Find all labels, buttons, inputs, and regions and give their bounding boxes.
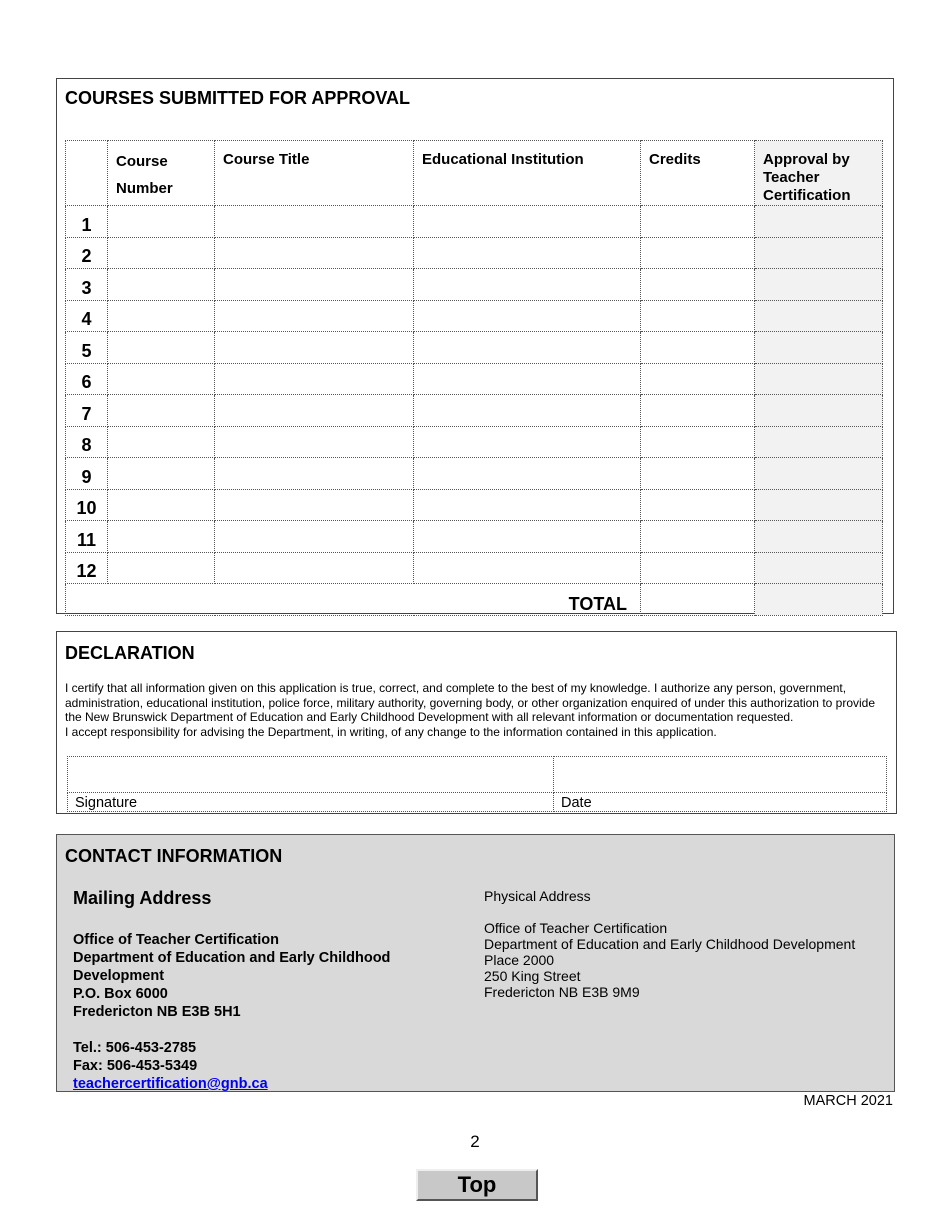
credits-cell[interactable] [641, 269, 755, 301]
total-approval-cell [755, 584, 883, 616]
credits-cell[interactable] [641, 300, 755, 332]
table-row [66, 552, 883, 584]
course-number-cell[interactable] [108, 552, 215, 584]
table-row [66, 300, 883, 332]
mailing-address-heading: Mailing Address [73, 888, 212, 908]
signature-field[interactable] [67, 756, 554, 793]
header-approval: Approval by Teacher Certification [755, 141, 883, 206]
approval-cell [755, 300, 883, 332]
row-number: 12 [66, 552, 108, 584]
course-number-cell[interactable] [108, 521, 215, 553]
course-title-cell[interactable] [215, 237, 414, 269]
institution-cell[interactable] [414, 489, 641, 521]
course-title-cell[interactable] [215, 552, 414, 584]
row-number: 11 [66, 521, 108, 553]
header-course-number-line2: Number [116, 180, 173, 197]
course-number-cell[interactable] [108, 395, 215, 427]
institution-cell[interactable] [414, 206, 641, 238]
row-number: 9 [66, 458, 108, 490]
institution-cell[interactable] [414, 237, 641, 269]
row-number: 2 [66, 237, 108, 269]
row-number: 8 [66, 426, 108, 458]
telephone: Tel.: 506-453-2785 [73, 1040, 197, 1056]
course-number-cell[interactable] [108, 237, 215, 269]
course-number-cell[interactable] [108, 489, 215, 521]
mailing-city: Fredericton NB E3B 5H1 [73, 1004, 241, 1020]
approval-cell [755, 237, 883, 269]
physical-office: Office of Teacher Certification [484, 920, 668, 936]
course-number-cell[interactable] [108, 332, 215, 364]
credits-cell[interactable] [641, 237, 755, 269]
approval-cell [755, 426, 883, 458]
mailing-office: Office of Teacher Certification [73, 932, 279, 948]
courses-title: COURSES SUBMITTED FOR APPROVAL [65, 88, 411, 108]
contact-section [56, 834, 895, 1092]
course-title-cell[interactable] [215, 363, 414, 395]
mailing-address [73, 931, 453, 1093]
credits-cell[interactable] [641, 489, 755, 521]
institution-cell[interactable] [414, 363, 641, 395]
course-number-cell[interactable] [108, 458, 215, 490]
credits-cell[interactable] [641, 458, 755, 490]
physical-department: Department of Education and Early Childhood Development [484, 936, 856, 952]
contact-title: CONTACT INFORMATION [65, 846, 283, 866]
table-row [66, 206, 883, 238]
course-title-cell[interactable] [215, 395, 414, 427]
course-number-cell[interactable] [108, 426, 215, 458]
institution-cell[interactable] [414, 269, 641, 301]
institution-cell[interactable] [414, 521, 641, 553]
courses-table [65, 140, 883, 616]
row-number: 10 [66, 489, 108, 521]
course-title-cell[interactable] [215, 521, 414, 553]
credits-cell[interactable] [641, 521, 755, 553]
credits-cell[interactable] [641, 552, 755, 584]
date-field[interactable] [553, 756, 887, 793]
table-row [66, 269, 883, 301]
table-row [66, 521, 883, 553]
institution-cell[interactable] [414, 332, 641, 364]
row-number: 1 [66, 206, 108, 238]
table-row [66, 426, 883, 458]
institution-cell[interactable] [414, 552, 641, 584]
declaration-section [56, 631, 897, 814]
date-label: Date [553, 792, 887, 812]
table-row [66, 237, 883, 269]
declaration-text [65, 681, 885, 739]
physical-street: 250 King Street [484, 968, 581, 984]
course-title-cell[interactable] [215, 206, 414, 238]
header-institution: Educational Institution [414, 141, 641, 206]
header-course-title: Course Title [215, 141, 414, 206]
table-row [66, 395, 883, 427]
physical-address [484, 888, 855, 1000]
courses-header-row [66, 141, 883, 206]
institution-cell[interactable] [414, 426, 641, 458]
approval-cell [755, 269, 883, 301]
mailing-po-box: P.O. Box 6000 [73, 986, 168, 1002]
approval-cell [755, 332, 883, 364]
physical-place: Place 2000 [484, 952, 555, 968]
credits-cell[interactable] [641, 395, 755, 427]
course-title-cell[interactable] [215, 332, 414, 364]
course-title-cell[interactable] [215, 489, 414, 521]
course-title-cell[interactable] [215, 269, 414, 301]
declaration-paragraph-2: I accept responsibility for advising the Department, in writing, of any change to the information contained in this application. [65, 724, 717, 739]
course-number-cell[interactable] [108, 363, 215, 395]
approval-cell [755, 363, 883, 395]
header-credits: Credits [641, 141, 755, 206]
email-link[interactable]: teachercertification@gnb.ca [73, 1076, 268, 1092]
approval-cell [755, 458, 883, 490]
row-number: 5 [66, 332, 108, 364]
mailing-department: Department of Education and Early Childhood Development [73, 950, 391, 984]
credits-cell[interactable] [641, 332, 755, 364]
table-row [66, 363, 883, 395]
revision-date: MARCH 2021 [803, 1093, 893, 1109]
total-row [66, 584, 883, 616]
credits-cell[interactable] [641, 206, 755, 238]
fax: Fax: 506-453-5349 [73, 1058, 198, 1074]
total-credits-cell[interactable] [641, 584, 755, 616]
approval-cell [755, 206, 883, 238]
table-row [66, 458, 883, 490]
declaration-title: DECLARATION [65, 643, 195, 663]
total-label: TOTAL [66, 584, 641, 616]
course-title-cell[interactable] [215, 458, 414, 490]
credits-cell[interactable] [641, 426, 755, 458]
page-number: 2 [470, 1132, 480, 1151]
header-course-number-line1: Course [116, 153, 168, 170]
course-number-cell[interactable] [108, 300, 215, 332]
course-title-cell[interactable] [215, 426, 414, 458]
row-number: 6 [66, 363, 108, 395]
physical-address-heading: Physical Address [484, 888, 591, 904]
credits-cell[interactable] [641, 363, 755, 395]
physical-city: Fredericton NB E3B 9M9 [484, 984, 640, 1000]
table-row [66, 332, 883, 364]
table-row [66, 489, 883, 521]
header-number [66, 141, 108, 206]
row-number: 4 [66, 300, 108, 332]
approval-cell [755, 395, 883, 427]
declaration-paragraph: I certify that all information given on this application is true, correct, and complete to the best of my knowledge. I authorize any person, government, administration, educational institution, police force, military authority, governing body, or other organization enquired of under this authorization to provide the New Brunswick Department of Education and Early Childhood Development with all relevant information or documentation requested. [65, 681, 876, 724]
course-title-cell[interactable] [215, 300, 414, 332]
course-number-cell[interactable] [108, 269, 215, 301]
top-button[interactable]: Top [416, 1169, 538, 1201]
row-number: 7 [66, 395, 108, 427]
institution-cell[interactable] [414, 300, 641, 332]
header-course-number [108, 141, 215, 206]
institution-cell[interactable] [414, 395, 641, 427]
approval-cell [755, 552, 883, 584]
courses-section [56, 78, 894, 614]
row-number: 3 [66, 269, 108, 301]
course-number-cell[interactable] [108, 206, 215, 238]
institution-cell[interactable] [414, 458, 641, 490]
approval-cell [755, 489, 883, 521]
signature-label: Signature [67, 792, 554, 812]
approval-cell [755, 521, 883, 553]
